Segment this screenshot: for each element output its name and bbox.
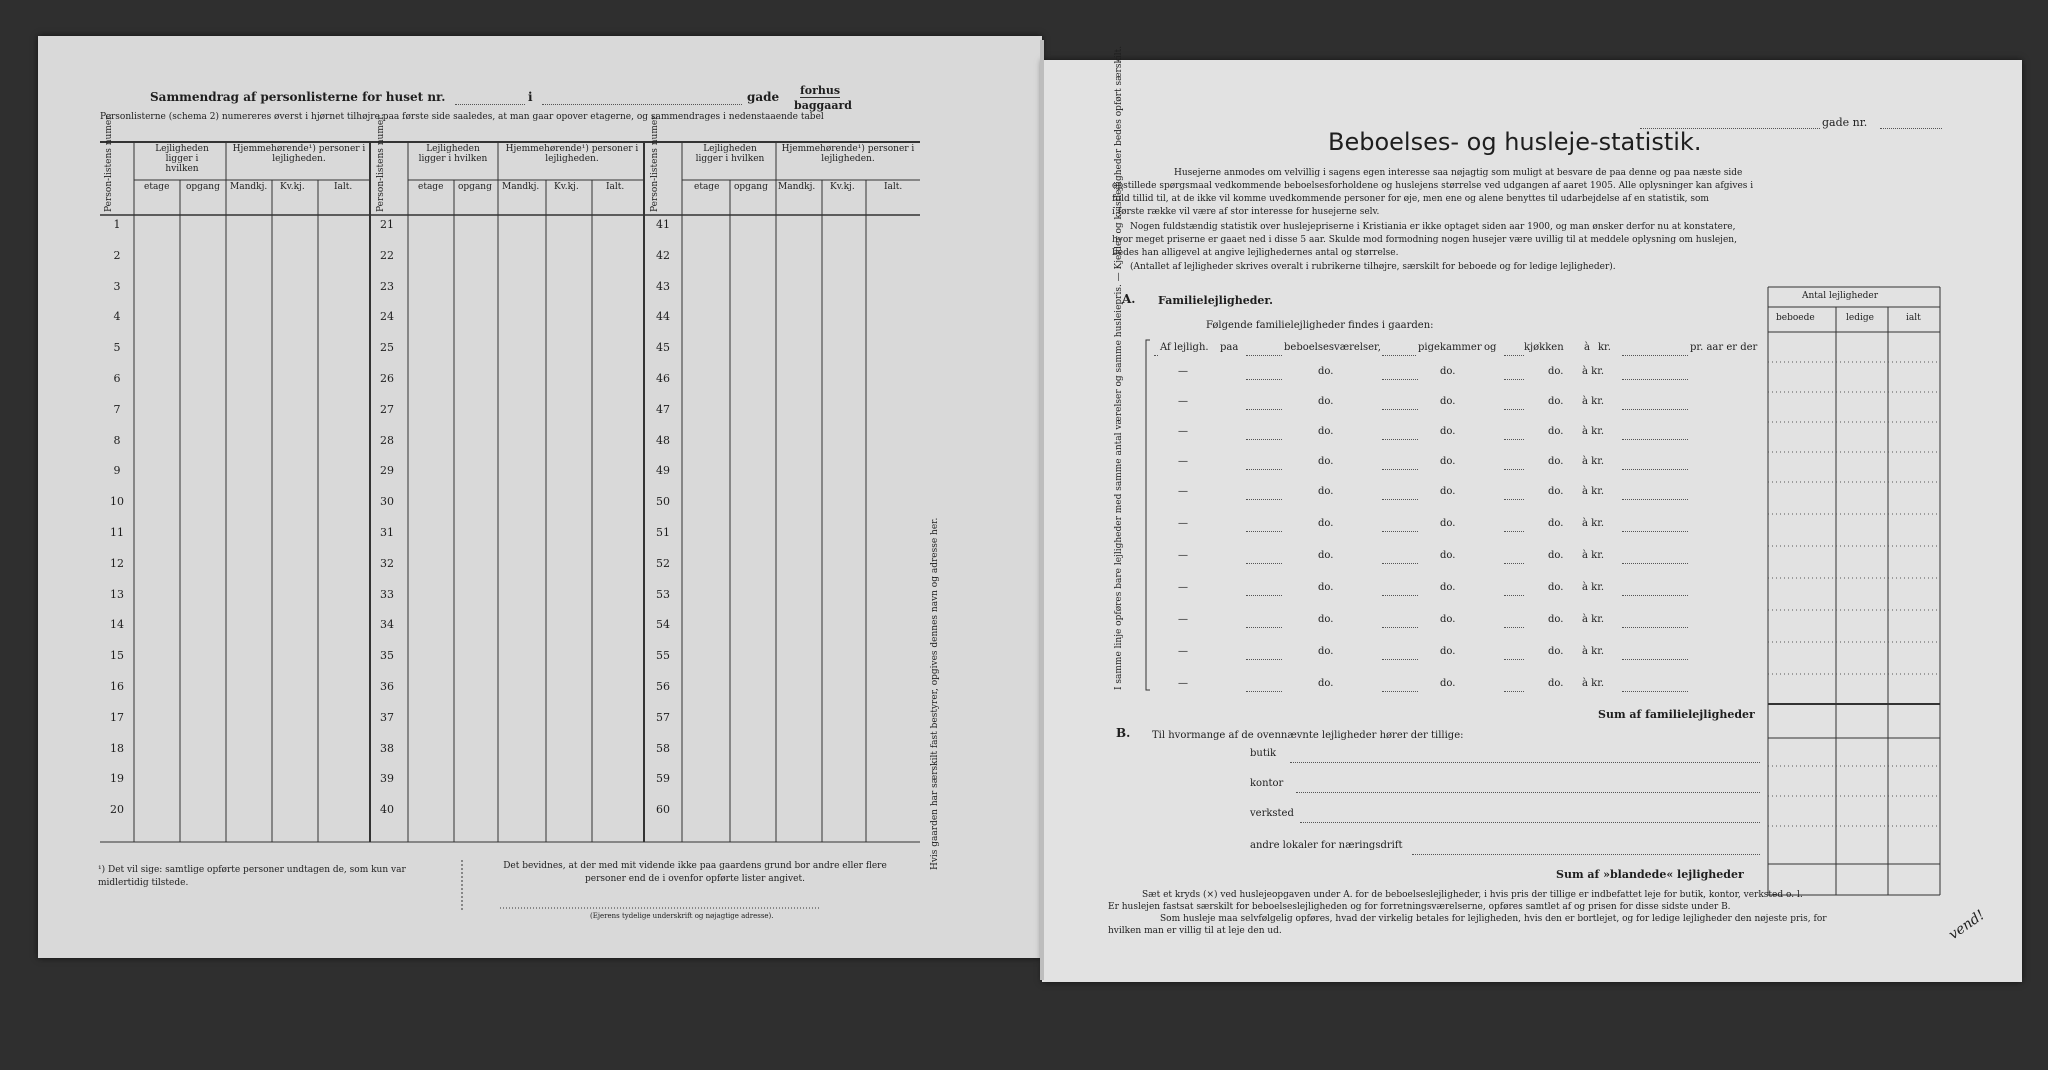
pigekammer-field[interactable] [1382,409,1418,410]
row-dash: — [1178,678,1188,689]
antal-ialt: ialt [1906,313,1921,323]
intro-line-5: Nogen fuldstændig statistik over huslejepriserne i Kristiania er ikke optaget siden aar 1900, og man ønsker derfor nu at konstatere, [1130,222,1736,232]
col-opgang-2: opgang [458,182,492,192]
kjokken-field[interactable] [1504,595,1524,596]
row-akr: à kr. [1582,550,1605,561]
row-do-pigekammer: do. [1440,366,1456,377]
intro-line-6: hvor meget priserne er gaaet ned i disse 5 aar. Skulde mod formodning nogen husejer være uvillig til at meddele oplysning om huslejen, [1112,235,1737,245]
row-number: 54 [656,618,670,632]
row-number: 37 [380,710,394,724]
sum-familie-label: Sum af familielejligheder [1598,708,1755,721]
row-number: 47 [656,402,670,416]
row-do-kjokken: do. [1548,582,1564,593]
row-number: 38 [380,741,394,755]
kjokken-field[interactable] [1504,659,1524,660]
row-number: 34 [380,618,394,632]
row-akr: à kr. [1582,518,1605,529]
attest-text: Det bevidnes, at der med mit vidende ikke paa gaardens grund bor andre eller flere personer end de i ovenfor opførte lister angivet. [503,861,887,884]
row-do-rooms: do. [1318,582,1334,593]
baggaard-label[interactable]: baggaard [794,99,852,112]
antal-header: Antal lejligheder [1802,291,1879,301]
row-dash: — [1178,582,1188,593]
pigekammer-field[interactable] [1382,563,1418,564]
pigekammer-field[interactable] [1382,531,1418,532]
row-number: 48 [656,433,670,447]
kjokken-field[interactable] [1504,409,1524,410]
intro-line-8: (Antallet af lejligheder skrives overalt i rubrikerne tilhøjre, særskilt for beboede og for ledige lejligheder). [1130,262,1616,272]
price-field[interactable] [1622,439,1688,440]
rooms-field[interactable] [1246,499,1282,500]
rooms-field[interactable] [1246,563,1282,564]
bestyrer-side-note: Hvis gaarden har særskilt fast bestyrer, opgives dennes navn og adresse her. [930,517,940,870]
row-number: 19 [110,772,124,786]
left-title: Sammendrag af personlisterne for huset nr. [150,90,446,104]
price-field[interactable] [1622,531,1688,532]
row-do-pigekammer: do. [1440,426,1456,437]
butik-field[interactable] [1290,762,1760,763]
row-number: 53 [656,587,670,601]
intro-line-4: i første række vil være af stor interesse for husejerne selv. [1112,207,1380,217]
row-do-pigekammer: do. [1440,614,1456,625]
row-number: 17 [110,710,124,724]
foot-line-4: hvilken man er villig til at leje den ud. [1108,926,1282,936]
row-pr-aar: pr. aar er der [1690,342,1758,353]
row-do-rooms: do. [1318,456,1334,467]
col-hjemme-3: Hjemmehørende¹) personer i lejligheden. [781,144,915,164]
intro-line-3: fuld tillid til, at de ikke vil komme uvedkommende personer for øje, men ene og alene benyttes til udarbejdelse af en statistik, som [1112,194,1709,204]
row-number: 52 [656,556,670,570]
col-opgang-1: opgang [186,182,220,192]
rooms-field[interactable] [1246,595,1282,596]
rooms-field[interactable] [1246,439,1282,440]
pigekammer-field[interactable] [1382,439,1418,440]
row-number: 33 [380,587,394,601]
col-hjemme-2: Hjemmehørende¹) personer i lejligheden. [505,144,639,164]
row-af-lejligh: Af lejligh. [1160,342,1209,353]
row-number: 26 [380,372,394,385]
antal-ledige: ledige [1846,313,1874,323]
col-opgang-3: opgang [734,182,768,192]
col-kvkj-1: Kv.kj. [280,182,305,192]
row-akr: à kr. [1582,366,1605,377]
row-number: 60 [656,803,670,817]
price-field[interactable] [1622,355,1688,356]
kontor-field[interactable] [1296,792,1760,793]
row-number: 58 [656,741,670,755]
row-number: 27 [380,402,394,416]
row-do-kjokken: do. [1548,486,1564,497]
row-number: 2 [113,248,121,262]
row-number: 7 [113,402,121,416]
left-subtitle: Personlisterne (schema 2) numereres øverst i hjørnet tilhøjre paa første side saaledes, at man gaar opover etagerne, og sammendrages i nedenstaaende tabel [100,112,824,122]
row-number: 43 [656,279,670,293]
row-akr: à kr. [1582,614,1605,625]
row-dash: — [1178,550,1188,561]
row-akr: à kr. [1582,456,1605,467]
col-lejligheden-3: Lejligheden ligger i hvilken [695,144,765,164]
kjokken-field[interactable] [1504,691,1524,692]
row-number: 14 [110,618,124,632]
row-dash: — [1178,426,1188,437]
section-a-letter: A. [1122,292,1136,306]
row-number: 10 [110,495,124,509]
col-mandkj-2: Mandkj. [502,182,540,192]
intro-line-7: bedes han alligevel at angive lejlighedernes antal og størrelse. [1112,248,1399,258]
pigekammer-field[interactable] [1382,355,1416,356]
row-do-rooms: do. [1318,366,1334,377]
row-number: 13 [110,587,124,601]
b-item-verksted: verksted [1250,808,1294,819]
col-etage-3: etage [694,182,720,192]
section-a-title: Familielejligheder. [1158,294,1274,307]
row-dash: — [1178,486,1188,497]
pigekammer-field[interactable] [1382,499,1418,500]
row-do-kjokken: do. [1548,426,1564,437]
rooms-field[interactable] [1246,379,1282,380]
row-do-pigekammer: do. [1440,456,1456,467]
row-do-pigekammer: do. [1440,396,1456,407]
col-kvkj-3: Kv.kj. [830,182,855,192]
row-akr: à kr. [1582,396,1605,407]
price-field[interactable] [1622,499,1688,500]
row-do-kjokken: do. [1548,678,1564,689]
kjokken-field[interactable] [1504,531,1524,532]
pigekammer-field[interactable] [1382,659,1418,660]
section-a-subtitle: Følgende familielejligheder findes i gaarden: [1206,320,1434,331]
kjokken-count-field[interactable] [1504,355,1524,356]
row-number: 32 [380,556,394,570]
forhus-label[interactable]: forhus [800,84,841,97]
row-number: 29 [380,464,394,478]
row-number: 36 [380,680,394,693]
kjokken-field[interactable] [1504,379,1524,380]
b-item-butik: butik [1250,748,1277,759]
row-number: 59 [656,772,670,786]
row-dash: — [1178,366,1188,377]
row-dash: — [1178,456,1188,467]
row-number: 30 [380,495,394,509]
pigekammer-field[interactable] [1382,627,1418,628]
row-akr: à kr. [1582,582,1605,593]
row-number: 50 [656,495,670,509]
verksted-field[interactable] [1300,822,1760,823]
row-number: 55 [656,649,670,663]
antal-beboede: beboede [1776,313,1815,323]
row-number: 21 [380,218,394,231]
col-mandkj-1: Mandkj. [230,182,268,192]
row-do-rooms: do. [1318,426,1334,437]
sum-blandede-label: Sum af »blandede« lejligheder [1556,868,1744,881]
row-number: 35 [380,649,394,663]
pigekammer-field[interactable] [1382,595,1418,596]
col-ialt-2: Ialt. [606,182,625,192]
row-number: 5 [113,341,121,355]
row-number: 22 [380,248,394,262]
col-personlistens-2: Person-listens numer. [376,113,386,212]
foot-line-1: Sæt et kryds (×) ved huslejeopgaven under A. for de beboelseslejligheder, i hvis pris der tillige er indbefattet leje for butik, kontor, verksted o. l. [1142,890,1803,900]
col-hjemme-1: Hjemmehørende¹) personer i lejligheden. [232,144,366,164]
col-etage-2: etage [418,182,444,192]
row-number: 11 [110,526,124,539]
row-do-rooms: do. [1318,550,1334,561]
row-number: 40 [380,803,394,817]
row-paa: paa [1220,342,1239,353]
row-akr: à kr. [1582,646,1605,657]
row-number: 56 [656,680,670,693]
row-do-pigekammer: do. [1440,518,1456,529]
row-do-rooms: do. [1318,396,1334,407]
pigekammer-field[interactable] [1382,379,1418,380]
right-title: Beboelses- og husleje-statistik. [1328,128,1702,156]
row-beboelsesvaerelser: beboelsesværelser, [1284,342,1381,353]
rooms-field[interactable] [1246,691,1282,692]
foot-line-3: Som husleje maa selvfølgelig opføres, hvad der virkelig betales for lejligheden, hvis den er bortlejet, og for ledige lejligheder den nøjeste pris, for [1160,914,1827,924]
row-do-pigekammer: do. [1440,646,1456,657]
row-do-pigekammer: do. [1440,550,1456,561]
row-do-pigekammer: do. [1440,678,1456,689]
row-do-kjokken: do. [1548,456,1564,467]
row-number: 9 [113,464,121,478]
price-field[interactable] [1622,563,1688,564]
row-number: 41 [656,218,670,231]
row-count-field[interactable] [1154,355,1158,356]
row-number: 57 [656,710,670,724]
vend-note: vend! [1946,907,1988,944]
kjokken-field[interactable] [1504,627,1524,628]
row-number: 46 [656,372,670,385]
rooms-field[interactable] [1246,627,1282,628]
row-do-kjokken: do. [1548,614,1564,625]
price-field[interactable] [1622,409,1688,410]
row-number: 1 [113,218,121,231]
andre-field[interactable] [1412,854,1760,855]
rooms-field[interactable] [1246,531,1282,532]
vertical-note: I samme linje opføres bare lejligheder med samme antal værelser og samme husleiepris. — Kjelder og kvistlejligheder bedes opført særskilt. [1114,45,1124,690]
pigekammer-field[interactable] [1382,691,1418,692]
section-b-title: Til hvormange af de ovennævnte lejligheder hører der tillige: [1152,730,1464,741]
rooms-field[interactable] [1246,409,1282,410]
row-number: 42 [656,248,670,262]
kjokken-field[interactable] [1504,563,1524,564]
left-footnote: ¹) Det vil sige: samtlige opførte personer undtagen de, som kun var midlertidig tilstede. [98,865,406,888]
kjokken-field[interactable] [1504,499,1524,500]
col-lejligheden-1: Lejligheden ligger i hvilken [155,144,209,174]
gade-nr-label: gade nr. [1822,116,1868,129]
row-do-kjokken: do. [1548,366,1564,377]
row-number: 39 [380,772,394,786]
row-number: 45 [656,341,670,355]
left-title-i: i [528,90,533,104]
price-field[interactable] [1622,659,1688,660]
row-akr: à kr. [1582,486,1605,497]
row-dash: — [1178,646,1188,657]
row-number: 31 [380,526,394,539]
row-akr: à kr. [1582,678,1605,689]
row-number: 51 [656,526,670,539]
price-field[interactable] [1622,627,1688,628]
row-number: 6 [113,372,121,385]
foot-line-2: Er huslejen fastsat særskilt for beboelseslejligheden og for forretningsværelserne, opføres samtlet af og prisen for disse sidste under B. [1108,902,1731,912]
row-do-kjokken: do. [1548,646,1564,657]
row-do-pigekammer: do. [1440,486,1456,497]
col-etage-1: etage [144,182,170,192]
row-number: 15 [110,649,124,663]
row-kjokken: kjøkken [1524,342,1564,353]
row-number: 44 [656,310,670,324]
price-field[interactable] [1622,595,1688,596]
row-dash: — [1178,396,1188,407]
row-do-kjokken: do. [1548,550,1564,561]
row-akr: à kr. [1582,426,1605,437]
kjokken-field[interactable] [1504,439,1524,440]
rooms-field[interactable] [1246,659,1282,660]
row-number: 12 [110,556,124,570]
left-title-gade: gade [747,90,780,104]
row-pigekammer: pigekammer [1418,342,1482,353]
row-do-kjokken: do. [1548,396,1564,407]
col-personlistens-1: Person-listens numer. [104,113,114,212]
col-ialt-3: Ialt. [884,182,903,192]
row-do-rooms: do. [1318,486,1334,497]
col-lejligheden-2: Lejligheden ligger i hvilken [418,144,488,164]
intro-line-1: Husejerne anmodes om velvillig i sagens egen interesse saa nøjagtig som muligt at besvare de paa denne og paa næste side [1174,168,1743,178]
row-kr: kr. [1598,342,1611,353]
col-mandkj-3: Mandkj. [778,182,816,192]
row-do-rooms: do. [1318,646,1334,657]
row-dash: — [1178,518,1188,529]
price-field[interactable] [1622,379,1688,380]
row-number: 25 [380,341,394,355]
row-number: 23 [380,279,394,293]
section-b-letter: B. [1116,726,1131,740]
signature-label: (Ejerens tydelige underskrift og nøjagtige adresse). [590,912,774,920]
kjokken-field[interactable] [1504,469,1524,470]
row-do-rooms: do. [1318,518,1334,529]
col-ialt-1: Ialt. [334,182,353,192]
rooms-field[interactable] [1246,355,1282,356]
row-number: 49 [656,464,670,478]
b-item-andre: andre lokaler for næringsdrift [1250,840,1403,851]
row-number: 18 [110,741,124,755]
col-personlistens-3: Person-listens numer. [650,113,660,212]
b-item-kontor: kontor [1250,778,1284,789]
row-number: 3 [113,279,121,293]
price-field[interactable] [1622,469,1688,470]
row-og: og [1484,342,1497,353]
row-number: 24 [380,310,394,324]
col-kvkj-2: Kv.kj. [554,182,579,192]
row-dash: — [1178,614,1188,625]
price-field[interactable] [1622,691,1688,692]
intro-line-2: opstillede spørgsmaal vedkommende beboelsesforholdene og huslejens størrelse ved udgangen af aaret 1905. Alle oplysninger kan afgives i [1112,181,1754,191]
row-number: 8 [113,433,121,447]
rooms-field[interactable] [1246,469,1282,470]
row-number: 16 [110,680,124,693]
row-do-rooms: do. [1318,614,1334,625]
row-a: à [1584,342,1590,353]
row-do-pigekammer: do. [1440,582,1456,593]
row-do-rooms: do. [1318,678,1334,689]
row-number: 20 [110,803,124,817]
pigekammer-field[interactable] [1382,469,1418,470]
row-number: 28 [380,433,394,447]
row-do-kjokken: do. [1548,518,1564,529]
row-number: 4 [113,310,121,324]
